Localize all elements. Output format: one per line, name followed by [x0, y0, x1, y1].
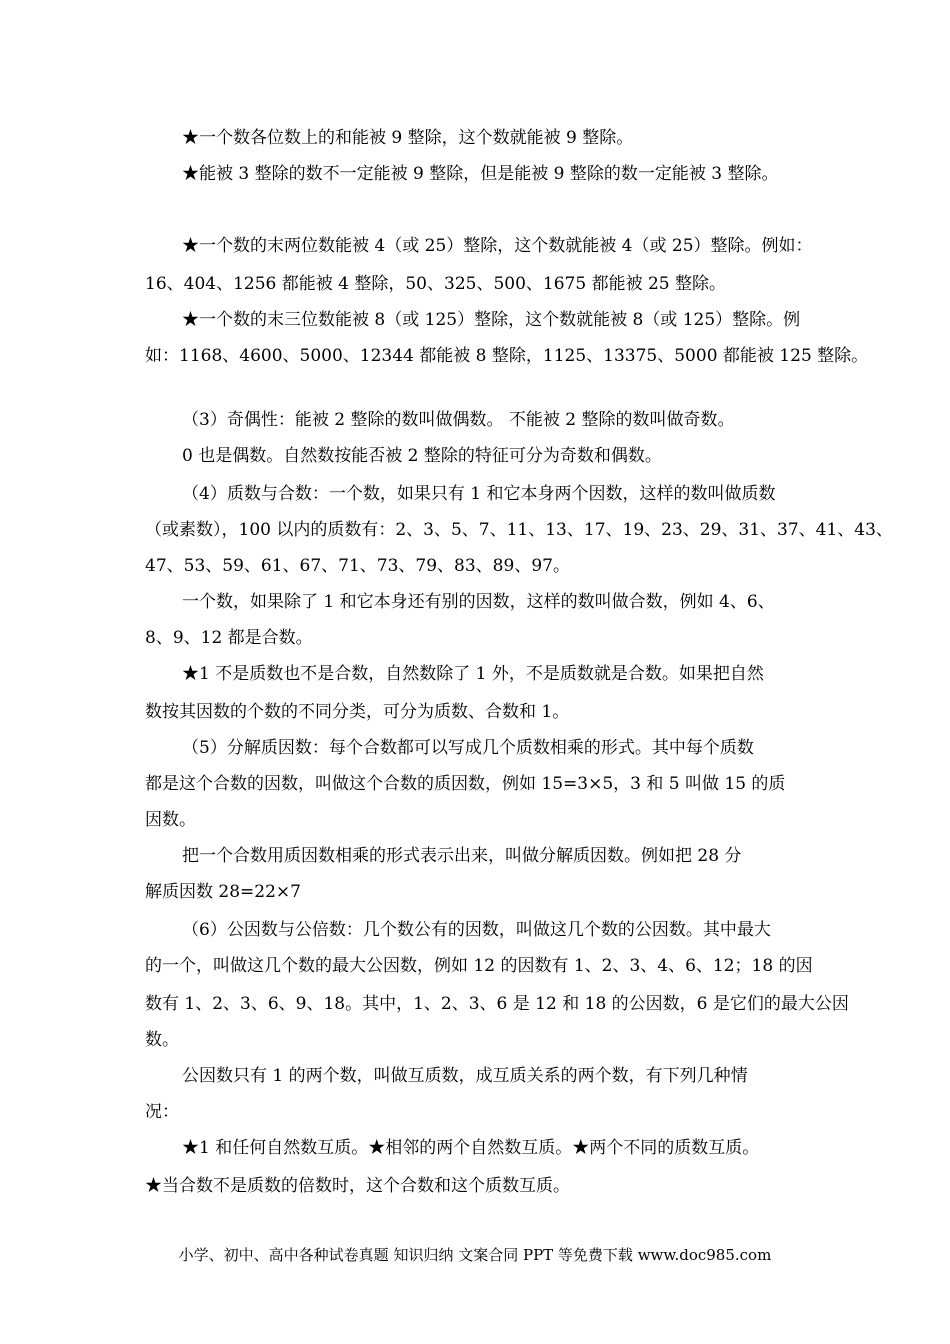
text-line: 把一个合数用质因数相乘的形式表示出来，叫做分解质因数。例如把 28 分: [182, 846, 742, 866]
text-line: （4）质数与合数：一个数，如果只有 1 和它本身两个因数，这样的数叫做质数: [182, 484, 776, 504]
text-line: ★一个数各位数上的和能被 9 整除，这个数就能被 9 整除。: [182, 128, 634, 148]
text-line: 8、9、12 都是合数。: [145, 628, 313, 648]
text-line: （或素数），100 以内的质数有：2、3、5、7、11、13、17、19、23、29、31、37、41、43、: [145, 520, 893, 540]
text-line: 数有 1、2、3、6、9、18。其中，1、2、3、6 是 12 和 18 的公因数，6 是它们的最大公因: [145, 994, 849, 1014]
text-line: ★1 和任何自然数互质。★相邻的两个自然数互质。★两个不同的质数互质。: [182, 1138, 760, 1158]
text-line: 47、53、59、61、67、71、73、79、83、89、97。: [145, 556, 570, 576]
text-line: （3）奇偶性：能被 2 整除的数叫做偶数。 不能被 2 整除的数叫做奇数。: [182, 410, 735, 430]
text-line: 公因数只有 1 的两个数，叫做互质数，成互质关系的两个数，有下列几种情: [182, 1066, 748, 1086]
text-line: 都是这个合数的因数，叫做这个合数的质因数，例如 15=3×5，3 和 5 叫做 15 的质: [145, 774, 786, 794]
text-line: ★一个数的末两位数能被 4（或 25）整除，这个数就能被 4（或 25）整除。例如：: [182, 236, 813, 256]
text-line: 的一个，叫做这几个数的最大公因数，例如 12 的因数有 1、2、3、4、6、12；18 的因: [145, 956, 813, 976]
text-line: 16、404、1256 都能被 4 整除，50、325、500、1675 都能被 25 整除。: [145, 274, 727, 294]
text-line: 如：1168、4600、5000、12344 都能被 8 整除，1125、13375、5000 都能被 125 整除。: [145, 346, 869, 366]
text-line: （6）公因数与公倍数：几个数公有的因数，叫做这几个数的公因数。其中最大: [182, 920, 771, 940]
text-line: 数。: [145, 1030, 179, 1050]
text-line: 解质因数 28=22×7: [145, 882, 301, 902]
text-line: 一个数，如果除了 1 和它本身还有别的因数，这样的数叫做合数，例如 4、6、: [182, 592, 775, 612]
text-line: ★能被 3 整除的数不一定能被 9 整除，但是能被 9 整除的数一定能被 3 整除。: [182, 164, 779, 184]
text-line: 况：: [145, 1102, 179, 1122]
text-line: 0 也是偶数。自然数按能否被 2 整除的特征可分为奇数和偶数。: [182, 446, 662, 466]
text-line: （5）分解质因数：每个合数都可以写成几个质数相乘的形式。其中每个质数: [182, 738, 754, 758]
text-line: ★1 不是质数也不是合数，自然数除了 1 外，不是质数就是合数。如果把自然: [182, 664, 764, 684]
page-footer: 小学、初中、高中各种试卷真题 知识归纳 文案合同 PPT 等免费下载 www.doc985.com: [178, 1246, 772, 1264]
text-line: 数按其因数的个数的不同分类，可分为质数、合数和 1。: [145, 702, 570, 722]
text-line: ★一个数的末三位数能被 8（或 125）整除，这个数就能被 8（或 125）整除。例: [182, 310, 801, 330]
text-line: 因数。: [145, 810, 196, 830]
text-line: ★当合数不是质数的倍数时，这个合数和这个质数互质。: [145, 1176, 570, 1196]
